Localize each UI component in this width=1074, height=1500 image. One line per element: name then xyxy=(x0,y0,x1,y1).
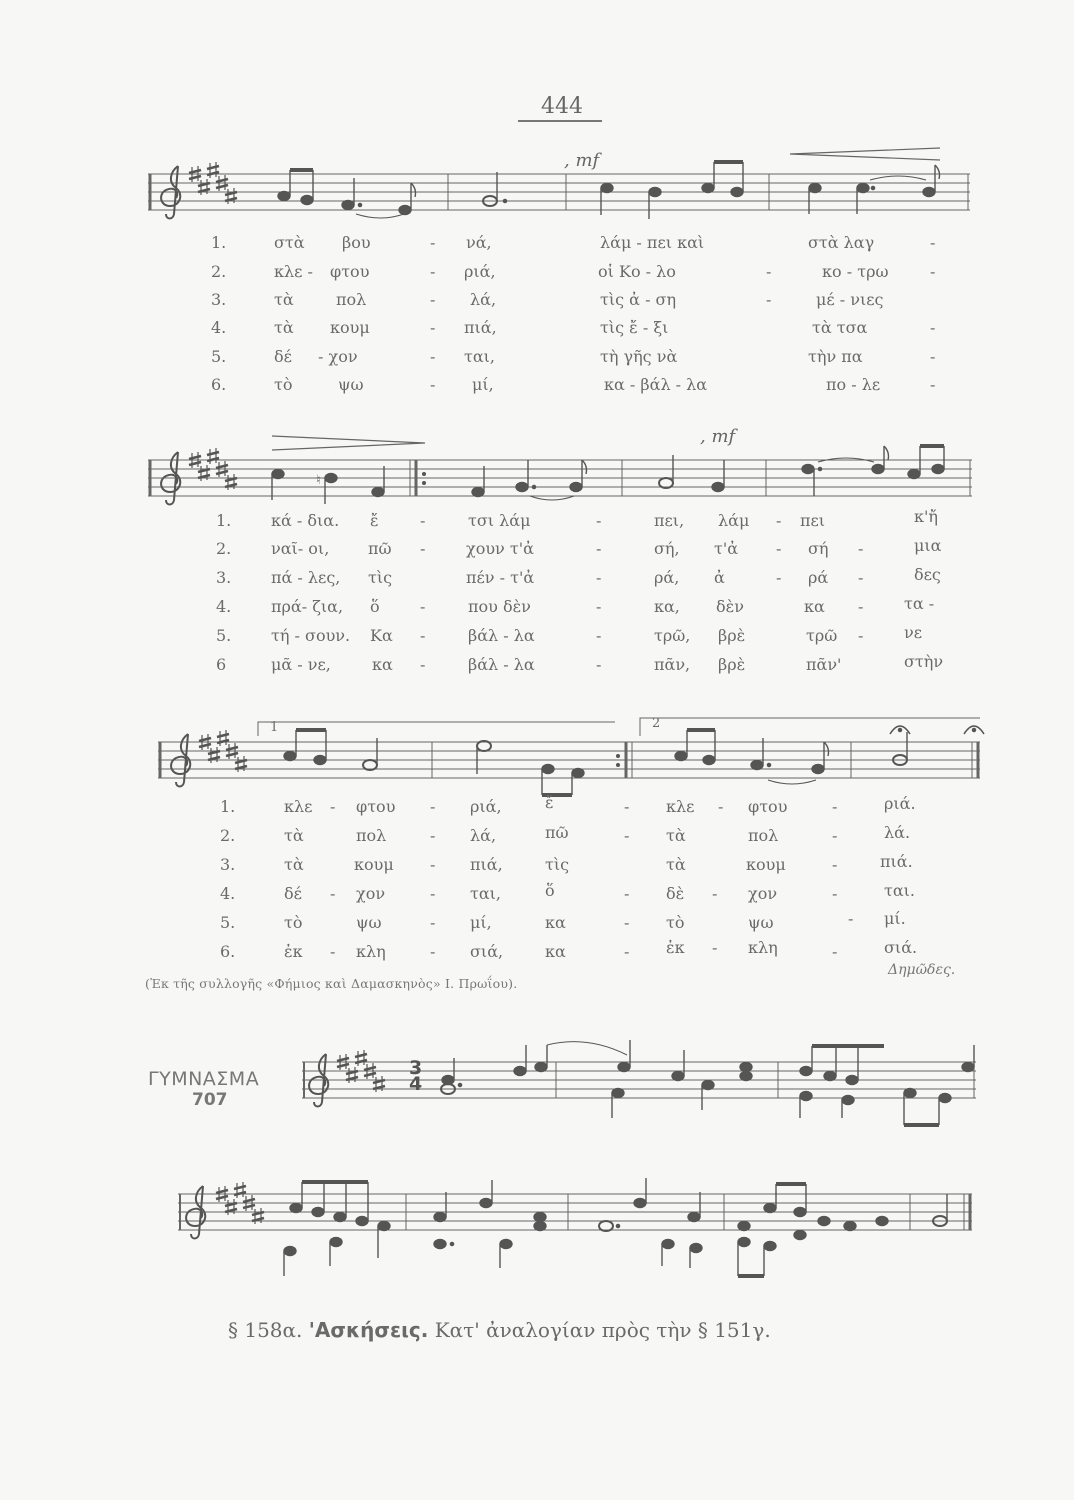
system1-crescendo xyxy=(790,148,940,160)
lyric: - xyxy=(430,262,436,281)
lyric: τὰ xyxy=(666,826,686,845)
lyric: σιά. xyxy=(884,938,918,957)
lyric: πολ xyxy=(748,826,779,845)
lyric: μᾶ - νε, xyxy=(271,655,331,674)
lyric: τρῶ xyxy=(806,626,838,645)
lyric: - xyxy=(430,318,436,337)
lyric: κα - βάλ - λα xyxy=(604,375,708,394)
lyric: - xyxy=(596,655,602,674)
lyric: 1. xyxy=(220,797,236,816)
lyric: κλη xyxy=(748,938,778,957)
lyric: ὅ xyxy=(370,597,380,616)
lyric: βου xyxy=(342,233,371,252)
lyric: δὲ xyxy=(666,884,685,903)
lyric: 6. xyxy=(220,942,236,961)
lyric: κλη xyxy=(356,942,386,961)
lyric: ψω xyxy=(748,913,774,932)
time-signature xyxy=(409,1057,423,1095)
lyric: - xyxy=(858,597,864,616)
attribution: Δημῶδες. xyxy=(888,962,956,978)
lyric: λάμ - πει καὶ xyxy=(600,233,705,252)
lyric: - xyxy=(420,597,426,616)
lyric: - xyxy=(766,262,772,281)
lyric: - xyxy=(430,375,436,394)
lyric: τὸ xyxy=(666,913,685,932)
lyric: κα, xyxy=(654,597,680,616)
lyric: τὶς xyxy=(368,568,393,587)
lyric: τὰ xyxy=(666,855,686,874)
lyric: 5. xyxy=(211,347,227,366)
section-prefix: § 158α. xyxy=(228,1318,303,1342)
exercise-title: ΓΥΜΝΑΣΜΑ xyxy=(148,1068,260,1090)
lyric: ται, xyxy=(464,347,496,366)
lyric: ψω xyxy=(356,913,382,932)
system2-dynamic: , mf xyxy=(700,426,736,447)
lyric: τὰ xyxy=(284,826,304,845)
lyric: χουν τ'ἀ xyxy=(466,539,534,558)
lyric: ἐκ xyxy=(284,942,303,961)
lyric: κουμ xyxy=(746,855,786,874)
system3-notes xyxy=(284,730,907,795)
lyric: στὴν xyxy=(904,652,944,671)
lyric: ψω xyxy=(338,375,364,394)
lyric: ὅ xyxy=(545,881,555,900)
lyric: τὶς xyxy=(545,855,570,874)
exercise-notes-1 xyxy=(441,1040,974,1125)
system1-dynamic: , mf xyxy=(564,150,600,171)
lyric: πέν - τ'ἀ xyxy=(466,568,535,587)
lyric: 1. xyxy=(211,233,227,252)
lyric: Κα xyxy=(370,626,393,645)
lyric: - xyxy=(930,347,936,366)
lyric: ναῖ- οι, xyxy=(271,539,330,558)
lyric: 5. xyxy=(216,626,232,645)
lyric: πῶ xyxy=(368,539,392,558)
lyric: κα xyxy=(804,597,825,616)
lyric: 4. xyxy=(211,318,227,337)
lyric: - xyxy=(330,797,336,816)
lyric: τ'ἀ xyxy=(714,539,739,558)
lyric: τὸ xyxy=(284,913,303,932)
lyric: ρά, xyxy=(654,568,680,587)
lyric: - xyxy=(832,797,838,816)
lyric: πρά- ζια, xyxy=(271,597,344,616)
lyric: 1. xyxy=(216,511,232,530)
lyric: - xyxy=(712,938,718,957)
lyric: μια xyxy=(914,536,942,555)
lyric: ριά. xyxy=(884,794,916,813)
exercise-staff-1 xyxy=(302,1057,976,1098)
time-signature-bottom: 4 xyxy=(409,1073,423,1095)
lyric: - xyxy=(624,913,630,932)
lyric: χον xyxy=(748,884,778,903)
system1-staff xyxy=(148,174,970,210)
lyric: τὰ τσα xyxy=(812,318,868,337)
lyric: - xyxy=(930,318,936,337)
lyric: στὰ xyxy=(274,233,305,252)
lyric: πῶ xyxy=(545,823,569,842)
lyric: - xyxy=(430,913,436,932)
fermata-marks xyxy=(890,726,984,734)
lyric: πᾶν' xyxy=(806,655,842,674)
section-heading-title: 'Ασκήσεις. xyxy=(308,1318,429,1342)
lyric: ται, xyxy=(470,884,502,903)
lyric: βρὲ xyxy=(718,626,746,645)
lyric: κ'ἤ xyxy=(914,507,938,526)
lyric: - xyxy=(430,347,436,366)
lyric: τὶς ἔ - ξι xyxy=(600,318,669,337)
lyric: - xyxy=(430,855,436,874)
lyric: ἐκ xyxy=(666,938,685,957)
lyric: - xyxy=(430,233,436,252)
lyric: μί, xyxy=(472,375,494,394)
lyric: - xyxy=(330,942,336,961)
lyric: - xyxy=(712,884,718,903)
lyric: τα - xyxy=(904,594,935,613)
lyric: ἔ xyxy=(370,511,379,530)
lyric: - xyxy=(776,568,782,587)
lyric: 4. xyxy=(220,884,236,903)
lyric: κλε xyxy=(284,797,313,816)
lyric: - xyxy=(776,511,782,530)
lyric: δέ xyxy=(284,884,302,903)
lyric: ται. xyxy=(884,881,916,900)
lyric: - xyxy=(596,568,602,587)
lyric: τὴν πα xyxy=(808,347,863,366)
lyric: 2. xyxy=(211,262,227,281)
source-note: (Ἐκ τῆς συλλογῆς «Φήμιος καὶ Δαμασκηνὸς» Ι. Πρωΐου). xyxy=(145,976,518,991)
lyric: τὰ xyxy=(274,290,294,309)
lyric: πολ xyxy=(356,826,387,845)
lyric: κουμ xyxy=(330,318,370,337)
lyric: - xyxy=(858,539,864,558)
system2-crescendo xyxy=(272,436,425,450)
exercise-notes-2 xyxy=(284,1178,947,1276)
svg-text:♮: ♮ xyxy=(316,473,321,488)
lyric: - xyxy=(430,797,436,816)
lyric: - xyxy=(420,511,426,530)
lyric: 6. xyxy=(211,375,227,394)
lyric: - xyxy=(420,539,426,558)
lyric: - χον xyxy=(318,347,358,366)
lyric: πει, xyxy=(654,511,685,530)
lyric: λά. xyxy=(884,823,911,842)
lyric: λά, xyxy=(470,290,497,309)
lyric: - xyxy=(858,626,864,645)
lyric: - xyxy=(430,826,436,845)
lyric: ἀ xyxy=(714,568,725,587)
lyric: πιά, xyxy=(470,855,503,874)
lyric: - xyxy=(596,597,602,616)
lyric: βάλ - λα xyxy=(468,655,535,674)
lyric: - xyxy=(930,375,936,394)
lyric: λάμ xyxy=(718,511,750,530)
lyric: - xyxy=(624,884,630,903)
lyric: φτου xyxy=(748,797,788,816)
lyric: μέ - νιες xyxy=(816,290,884,309)
lyric: νά, xyxy=(466,233,492,252)
lyric: πει xyxy=(800,511,826,530)
lyric: - xyxy=(832,855,838,874)
lyric: τσι λάμ xyxy=(468,511,531,530)
lyric: ριά, xyxy=(464,262,496,281)
lyric: 2. xyxy=(216,539,232,558)
lyric: - xyxy=(858,568,864,587)
lyric: τή - σουν. xyxy=(271,626,351,645)
lyric: σή xyxy=(808,539,829,558)
lyric: βάλ - λα xyxy=(468,626,535,645)
system2-notes xyxy=(272,446,944,504)
lyric: τρῶ, xyxy=(654,626,691,645)
lyric: πᾶν, xyxy=(654,655,691,674)
lyric: - xyxy=(596,626,602,645)
lyric: - xyxy=(832,826,838,845)
lyric: - xyxy=(718,797,724,816)
lyric: κα xyxy=(372,655,393,674)
lyric: σιά, xyxy=(470,942,504,961)
lyric: πιά, xyxy=(464,318,497,337)
lyric: 5. xyxy=(220,913,236,932)
lyric: - xyxy=(848,909,854,928)
lyric: τὶς ἀ - ση xyxy=(600,290,677,309)
lyric: - xyxy=(832,884,838,903)
lyric: 6 xyxy=(216,655,227,674)
lyric: - xyxy=(930,233,936,252)
lyric: - xyxy=(430,290,436,309)
lyric: κά - δια. xyxy=(271,511,340,530)
lyric: οἱ Κο - λο xyxy=(598,262,676,281)
lyric: κλε - xyxy=(274,262,313,281)
section-text: Κατ' ἀναλογίαν πρὸς τὴν § 151γ. xyxy=(434,1318,771,1342)
system3-staff xyxy=(158,742,980,778)
lyric: κο - τρω xyxy=(822,262,889,281)
lyric: τὸ xyxy=(274,375,293,394)
lyric: ρά xyxy=(808,568,829,587)
lyric: 3. xyxy=(220,855,236,874)
exercise-number: 707 xyxy=(192,1090,228,1110)
lyric: στὰ λαγ xyxy=(808,233,875,252)
lyric: που δὲν xyxy=(468,597,531,616)
lyric: χον xyxy=(356,884,386,903)
lyric: - xyxy=(624,942,630,961)
lyric: - xyxy=(420,655,426,674)
lyric: 3. xyxy=(216,568,232,587)
lyric: ἔ xyxy=(545,793,554,812)
lyric: 3. xyxy=(211,290,227,309)
lyric: πο - λε xyxy=(826,375,881,394)
lyric: τὰ xyxy=(284,855,304,874)
lyric: ριά, xyxy=(470,797,502,816)
lyric: πά - λες, xyxy=(271,568,341,587)
lyric: πιά. xyxy=(880,852,913,871)
lyric: κλε xyxy=(666,797,695,816)
lyric: - xyxy=(420,626,426,645)
page-number: 444 xyxy=(541,94,583,119)
time-signature-top: 3 xyxy=(409,1057,423,1079)
lyric: - xyxy=(596,539,602,558)
lyric: κουμ xyxy=(354,855,394,874)
section-heading xyxy=(228,1318,771,1342)
lyric: μί. xyxy=(884,909,906,928)
lyric: - xyxy=(430,884,436,903)
lyric: κα xyxy=(545,942,566,961)
lyric: δέ xyxy=(274,347,292,366)
lyric: - xyxy=(766,290,772,309)
lyric: φτου xyxy=(356,797,396,816)
lyric: φτου xyxy=(330,262,370,281)
lyric: δὲν xyxy=(716,597,744,616)
lyric: - xyxy=(430,942,436,961)
lyric: - xyxy=(624,826,630,845)
lyric: - xyxy=(330,884,336,903)
lyric: λά, xyxy=(470,826,497,845)
lyric: βρὲ xyxy=(718,655,746,674)
lyric: - xyxy=(776,539,782,558)
lyric: κα xyxy=(545,913,566,932)
lyric: νε xyxy=(904,623,923,642)
lyric: 2. xyxy=(220,826,236,845)
lyric: πολ xyxy=(336,290,367,309)
lyric: - xyxy=(624,797,630,816)
lyric: τὴ γῆς νὰ xyxy=(600,347,678,366)
lyric: 4. xyxy=(216,597,232,616)
lyric: - xyxy=(832,942,838,961)
volta-1-label: 1 xyxy=(270,720,279,735)
volta-brackets xyxy=(258,718,980,736)
lyric: τὰ xyxy=(274,318,294,337)
lyric: - xyxy=(930,262,936,281)
lyric: - xyxy=(596,511,602,530)
lyric: δες xyxy=(914,565,941,584)
lyric: μί, xyxy=(470,913,492,932)
volta-2-label: 2 xyxy=(652,716,661,731)
lyric: σή, xyxy=(654,539,680,558)
